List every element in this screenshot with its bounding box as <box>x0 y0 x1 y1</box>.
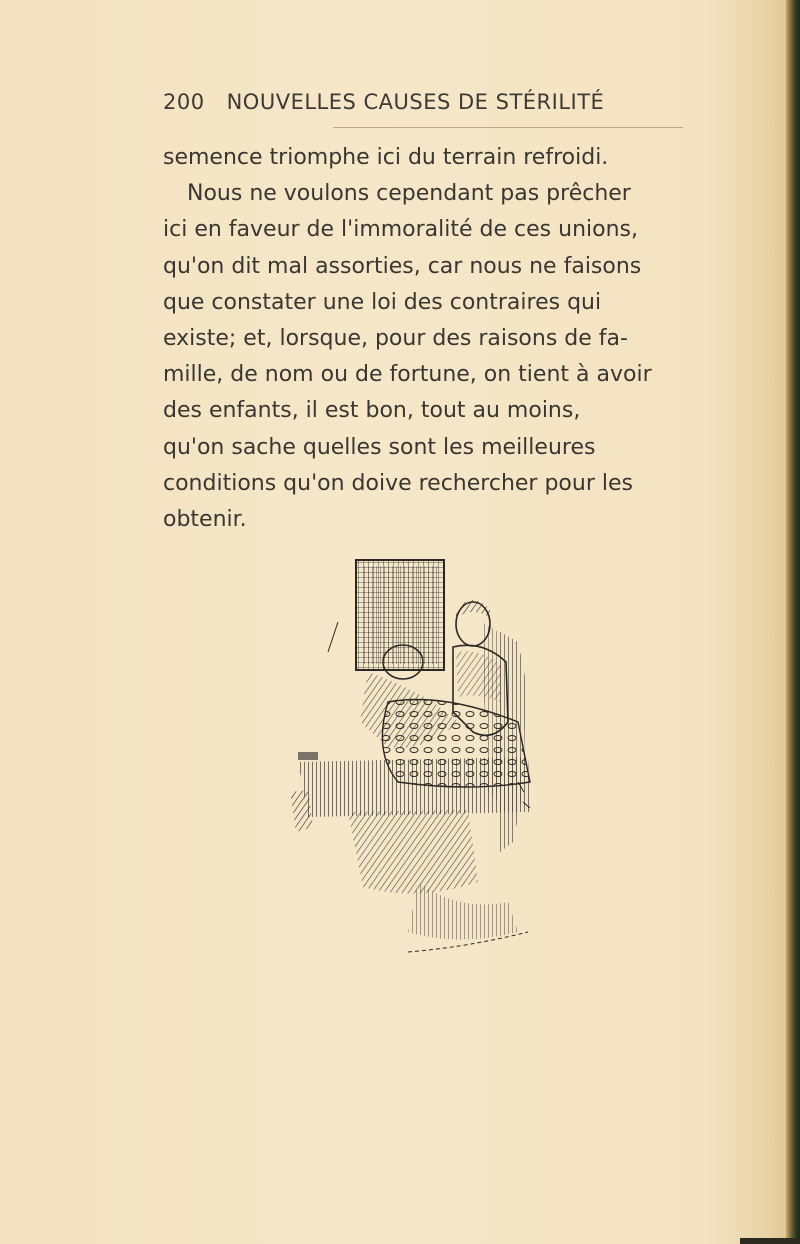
page-edge <box>786 0 800 1244</box>
text-line: mille, de nom ou de fortune, on tient à avoir <box>163 362 652 388</box>
header-rule <box>333 127 683 128</box>
running-head <box>163 90 633 114</box>
text-line: que constater une loi des contraires qui <box>163 289 602 315</box>
text-line: semence triomphe ici du terrain refroidi. <box>163 145 609 170</box>
text-line: des enfants, il est bon, tout au moins, <box>163 398 581 424</box>
engraving-icon <box>268 552 598 972</box>
text-line: qu'on sache quelles sont les meilleures <box>163 434 596 460</box>
text-line: obtenir. <box>163 507 247 533</box>
text-line: qu'on dit mal assorties, car nous ne faisons <box>163 253 642 279</box>
text-line: Nous ne voulons cependant pas prêcher <box>187 181 631 207</box>
body-text <box>163 140 703 538</box>
text-line: conditions qu'on doive rechercher pour les <box>163 470 633 496</box>
text-line: ici en faveur de l'immoralité de ces unions, <box>163 217 638 243</box>
page-edge-corner <box>740 1238 800 1244</box>
text-line: existe; et, lorsque, pour des raisons de fa- <box>163 326 628 352</box>
chapter-title: NOUVELLES CAUSES DE STÉRILITÉ <box>226 90 605 114</box>
engraving-illustration <box>268 552 598 972</box>
page-number: 200 <box>163 90 205 114</box>
